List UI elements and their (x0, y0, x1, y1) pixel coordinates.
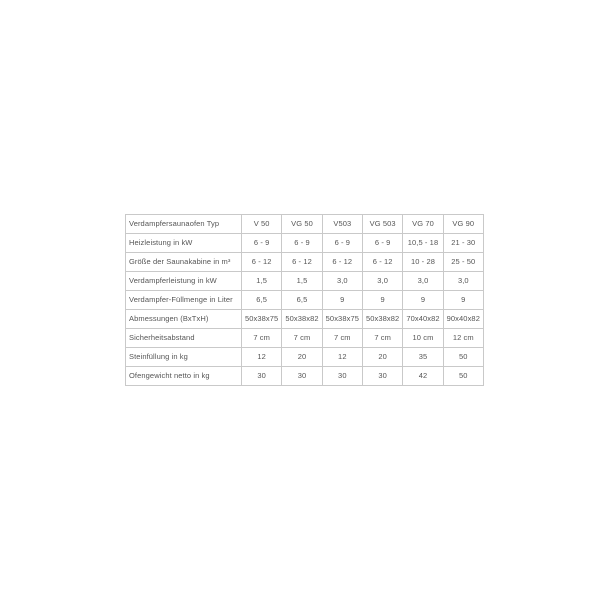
row-value-cell: 3,0 (362, 272, 402, 291)
row-value-cell: 6 - 12 (362, 253, 402, 272)
row-value-cell: 6,5 (242, 291, 282, 310)
table-header-row (126, 215, 484, 234)
table-row (126, 253, 484, 272)
table-row (126, 310, 484, 329)
table-row (126, 329, 484, 348)
row-label-cell: Größe der Saunakabine in m³ (126, 253, 242, 272)
row-label-cell: Steinfüllung in kg (126, 348, 242, 367)
row-value-cell: 25 - 50 (443, 253, 483, 272)
table-row (126, 272, 484, 291)
row-value-cell: 9 (443, 291, 483, 310)
row-value-cell: 50x38x75 (322, 310, 362, 329)
row-value-cell: 12 (322, 348, 362, 367)
row-value-cell: 3,0 (403, 272, 443, 291)
row-label-cell: Ofengewicht netto in kg (126, 367, 242, 386)
row-value-cell: 70x40x82 (403, 310, 443, 329)
row-label-cell: Verdampfer-Füllmenge in Liter (126, 291, 242, 310)
row-value-cell: 6 - 9 (322, 234, 362, 253)
row-value-cell: 6 - 12 (282, 253, 322, 272)
row-value-cell: 6 - 9 (282, 234, 322, 253)
row-value-cell: 20 (282, 348, 322, 367)
row-value-cell: 35 (403, 348, 443, 367)
row-value-cell: 6 - 9 (362, 234, 402, 253)
row-value-cell: 30 (322, 367, 362, 386)
row-value-cell: 30 (282, 367, 322, 386)
header-model-cell: VG 503 (362, 215, 402, 234)
row-value-cell: 9 (362, 291, 402, 310)
row-value-cell: 12 cm (443, 329, 483, 348)
row-value-cell: 1,5 (282, 272, 322, 291)
header-model-cell: VG 70 (403, 215, 443, 234)
row-value-cell: 7 cm (362, 329, 402, 348)
header-model-cell: V 50 (242, 215, 282, 234)
header-model-cell: V503 (322, 215, 362, 234)
table-row (126, 291, 484, 310)
row-value-cell: 50x38x82 (362, 310, 402, 329)
row-value-cell: 10 - 28 (403, 253, 443, 272)
spec-table (125, 214, 484, 386)
row-value-cell: 50 (443, 348, 483, 367)
row-value-cell: 1,5 (242, 272, 282, 291)
row-value-cell: 7 cm (322, 329, 362, 348)
row-value-cell: 42 (403, 367, 443, 386)
spec-table-body (126, 215, 484, 386)
row-value-cell: 7 cm (242, 329, 282, 348)
row-value-cell: 3,0 (443, 272, 483, 291)
row-value-cell: 6,5 (282, 291, 322, 310)
row-value-cell: 12 (242, 348, 282, 367)
table-row (126, 348, 484, 367)
row-value-cell: 20 (362, 348, 402, 367)
row-value-cell: 10,5 - 18 (403, 234, 443, 253)
row-value-cell: 90x40x82 (443, 310, 483, 329)
row-value-cell: 6 - 12 (242, 253, 282, 272)
row-value-cell: 50x38x82 (282, 310, 322, 329)
row-value-cell: 6 - 9 (242, 234, 282, 253)
row-label-cell: Verdampferleistung in kW (126, 272, 242, 291)
row-value-cell: 3,0 (322, 272, 362, 291)
row-value-cell: 9 (322, 291, 362, 310)
header-model-cell: VG 50 (282, 215, 322, 234)
row-value-cell: 21 - 30 (443, 234, 483, 253)
header-model-cell: VG 90 (443, 215, 483, 234)
row-value-cell: 7 cm (282, 329, 322, 348)
row-value-cell: 50x38x75 (242, 310, 282, 329)
row-value-cell: 30 (362, 367, 402, 386)
row-value-cell: 30 (242, 367, 282, 386)
row-label-cell: Sicherheitsabstand (126, 329, 242, 348)
row-value-cell: 10 cm (403, 329, 443, 348)
header-label-cell: Verdampfersaunaofen Typ (126, 215, 242, 234)
table-row (126, 367, 484, 386)
row-value-cell: 6 - 12 (322, 253, 362, 272)
row-value-cell: 50 (443, 367, 483, 386)
row-label-cell: Heizleistung in kW (126, 234, 242, 253)
table-row (126, 234, 484, 253)
row-value-cell: 9 (403, 291, 443, 310)
row-label-cell: Abmessungen (BxTxH) (126, 310, 242, 329)
